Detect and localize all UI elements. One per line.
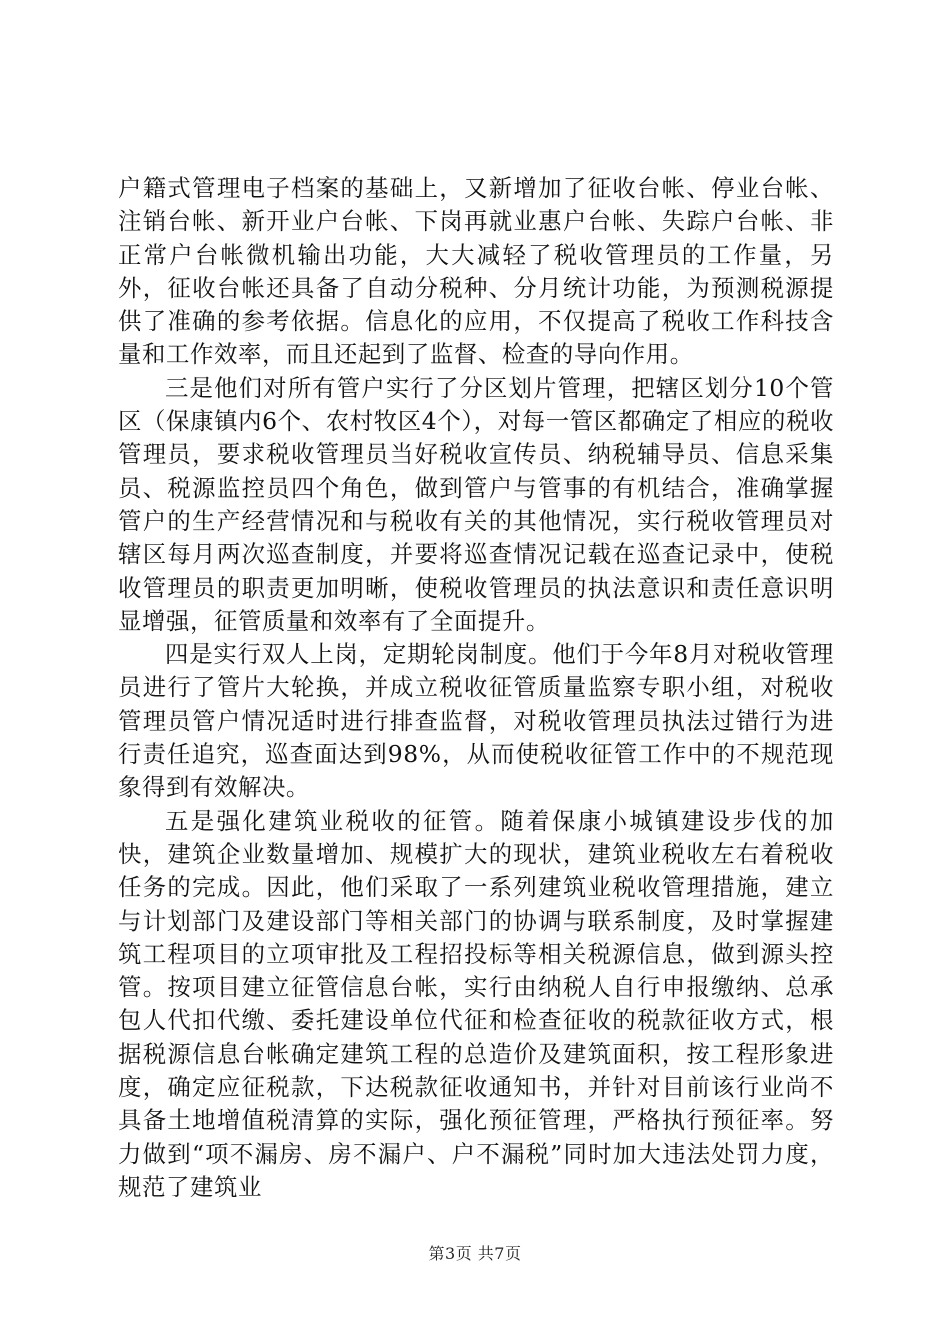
paragraph-point-five: 五是强化建筑业税收的征管。随着保康小城镇建设步伐的加快，建筑企业数量增加、规模扩大的现状，建筑业税收左右着税收任务的完成。因此，他们采取了一系列建筑业税收管理措施，建立与计划部门及建设部门等相关部门的协调与联系制度，及时掌握建筑工程项目的立项审批及工程招投标等相关税源信息，做到源头控管。按项目建立征管信息台帐，实行由纳税人自行申报缴纳、总承包人代扣代缴、委托建设单位代征和检查征收的税款征收方式，根据税源信息台帐确定建筑工程的总造价及建筑面积，按工程形象进度，确定应征税款，下达税款征收通知书，并针对目前该行业尚不具备土地增值税清算的实际，强化预征管理，严格执行预征率。努力做到“项不漏房、房不漏户、户不漏税”同时加大违法处罚力度，规范了建筑业 [118,806,834,1201]
page-number-footer: 第3页 共7页 [428,1244,522,1263]
paragraph-continuation: 户籍式管理电子档案的基础上，又新增加了征收台帐、停业台帐、注销台帐、新开业户台帐、下岗再就业惠户台帐、失踪户台帐、非正常户台帐微机输出功能，大大减轻了税收管理员的工作量，另外，征收台帐还具备了自动分税种、分月统计功能，为预测税源提供了准确的参考依据。信息化的应用，不仅提高了税收工作科技含量和工作效率，而且还起到了监督、检查的导向作用。 [118,174,834,369]
paragraph-point-three: 三是他们对所有管户实行了分区划片管理，把辖区划分10个管区（保康镇内6个、农村牧区4个），对每一管区都确定了相应的税收管理员，要求税收管理员当好税收宣传员、纳税辅导员、信息采集员、税源监控员四个角色，做到管户与管事的有机结合，准确掌握管户的生产经营情况和与税收有关的其他情况，实行税收管理员对辖区每月两次巡查制度，并要将巡查情况记载在巡查记录中，使税收管理员的职责更加明晰，使税收管理员的执法意识和责任意识明显增强，征管质量和效率有了全面提升。 [118,373,834,635]
paragraph-point-four: 四是实行双人上岗，定期轮岗制度。他们于今年8月对税收管理员进行了管片大轮换，并成立税收征管质量监察专职小组，对税收管理员管户情况适时进行排查监督，对税收管理员执法过错行为进行责任追究，巡查面达到98%，从而使税收征管工作中的不规范现象得到有效解决。 [118,640,834,802]
document-body [118,172,834,1204]
